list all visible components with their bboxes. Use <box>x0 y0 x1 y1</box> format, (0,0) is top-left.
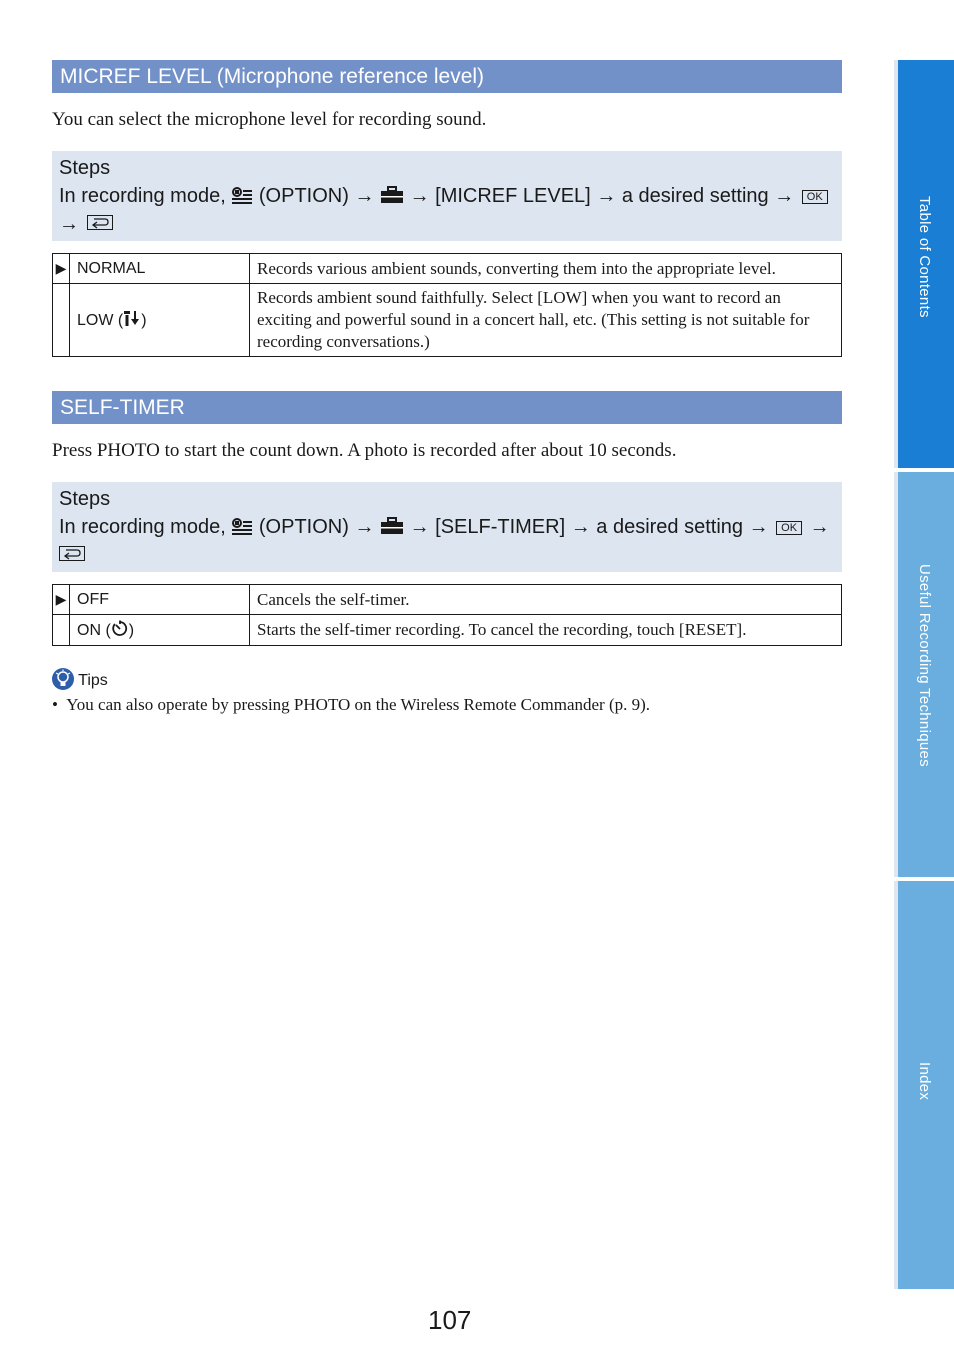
bullet: • <box>52 695 58 714</box>
table-row <box>53 254 842 284</box>
side-tab-label: Useful Recording Techniques <box>916 564 933 767</box>
tips-heading <box>52 668 108 693</box>
default-marker <box>53 615 70 646</box>
steps-prefix: In recording mode, <box>59 516 226 538</box>
steps-item: [MICREF LEVEL] <box>435 185 591 207</box>
option-icon <box>231 186 253 204</box>
option-name: ON ( <box>77 622 111 639</box>
lightbulb-icon <box>52 668 74 690</box>
arrow: → <box>354 185 375 207</box>
side-tab-label: Table of Contents <box>916 196 933 318</box>
option-name-end: ) <box>141 312 147 329</box>
arrow: → <box>570 516 591 538</box>
toolbox-icon <box>380 186 404 204</box>
steps-title: Steps <box>59 488 111 510</box>
steps-desired: a desired setting <box>596 516 744 538</box>
section-intro-micref: You can select the microphone level for recording sound. <box>52 109 487 130</box>
option-name-on <box>70 615 250 646</box>
arrow: → <box>354 516 375 538</box>
section-heading-micref: MICREF LEVEL (Microphone reference level) <box>52 60 842 93</box>
option-desc: Cancels the self-timer. <box>250 585 842 615</box>
return-icon <box>87 215 113 230</box>
arrow: → <box>409 516 430 538</box>
default-marker: ▶ <box>53 585 70 615</box>
option-desc: Starts the self-timer recording. To cancel the recording, touch [RESET]. <box>250 615 842 646</box>
option-desc: Records ambient sound faithfully. Select [LOW] when you want to record an exciting and powerful sound in a concert hall, etc. (This setting is not suitable for recording conversations.) <box>250 284 842 357</box>
table-row <box>53 615 842 646</box>
steps-desired: a desired setting <box>621 185 769 207</box>
option-name: LOW ( <box>77 312 124 329</box>
steps-box-micref <box>52 151 842 241</box>
side-tab-label: Index <box>916 1062 933 1101</box>
toolbox-icon <box>380 517 404 535</box>
return-icon <box>59 546 85 561</box>
default-marker <box>53 284 70 357</box>
tips-title: Tips <box>78 672 108 689</box>
tip-item: You can also operate by pressing PHOTO on the Wireless Remote Commander (p. 9). <box>66 695 651 714</box>
option-label: (OPTION) <box>258 185 349 207</box>
side-tab-useful-recording-techniques[interactable] <box>894 472 954 877</box>
steps-prefix: In recording mode, <box>59 185 226 207</box>
section-heading-self-timer: SELF-TIMER <box>52 391 842 424</box>
options-table-self-timer <box>52 584 842 646</box>
tips-list <box>52 695 650 715</box>
option-desc: Records various ambient sounds, converting them into the appropriate level. <box>250 254 842 284</box>
arrow: → <box>809 516 830 538</box>
option-name: OFF <box>70 585 250 615</box>
table-row <box>53 585 842 615</box>
ok-button-icon: OK <box>776 521 802 535</box>
options-table-micref <box>52 253 842 357</box>
option-name-end: ) <box>128 622 135 639</box>
self-timer-icon <box>111 620 129 637</box>
arrow: → <box>409 185 430 207</box>
side-tab-index[interactable] <box>894 881 954 1289</box>
arrow: → <box>774 185 795 207</box>
option-label: (OPTION) <box>258 516 349 538</box>
option-name: NORMAL <box>70 254 250 284</box>
arrow: → <box>596 185 617 207</box>
section-intro-self-timer: Press PHOTO to start the count down. A photo is recorded after about 10 seconds. <box>52 440 677 461</box>
side-tab-table-of-contents[interactable] <box>894 60 954 468</box>
steps-title: Steps <box>59 157 111 179</box>
mic-low-icon <box>123 310 141 327</box>
steps-box-self-timer <box>52 482 842 572</box>
arrow: → <box>748 516 769 538</box>
page-number: 107 <box>428 1305 472 1335</box>
option-icon <box>231 517 253 535</box>
option-name-low <box>70 284 250 357</box>
ok-button-icon: OK <box>802 190 828 204</box>
steps-item: [SELF-TIMER] <box>435 516 566 538</box>
default-marker: ▶ <box>53 254 70 284</box>
table-row <box>53 284 842 357</box>
arrow: → <box>59 213 79 235</box>
